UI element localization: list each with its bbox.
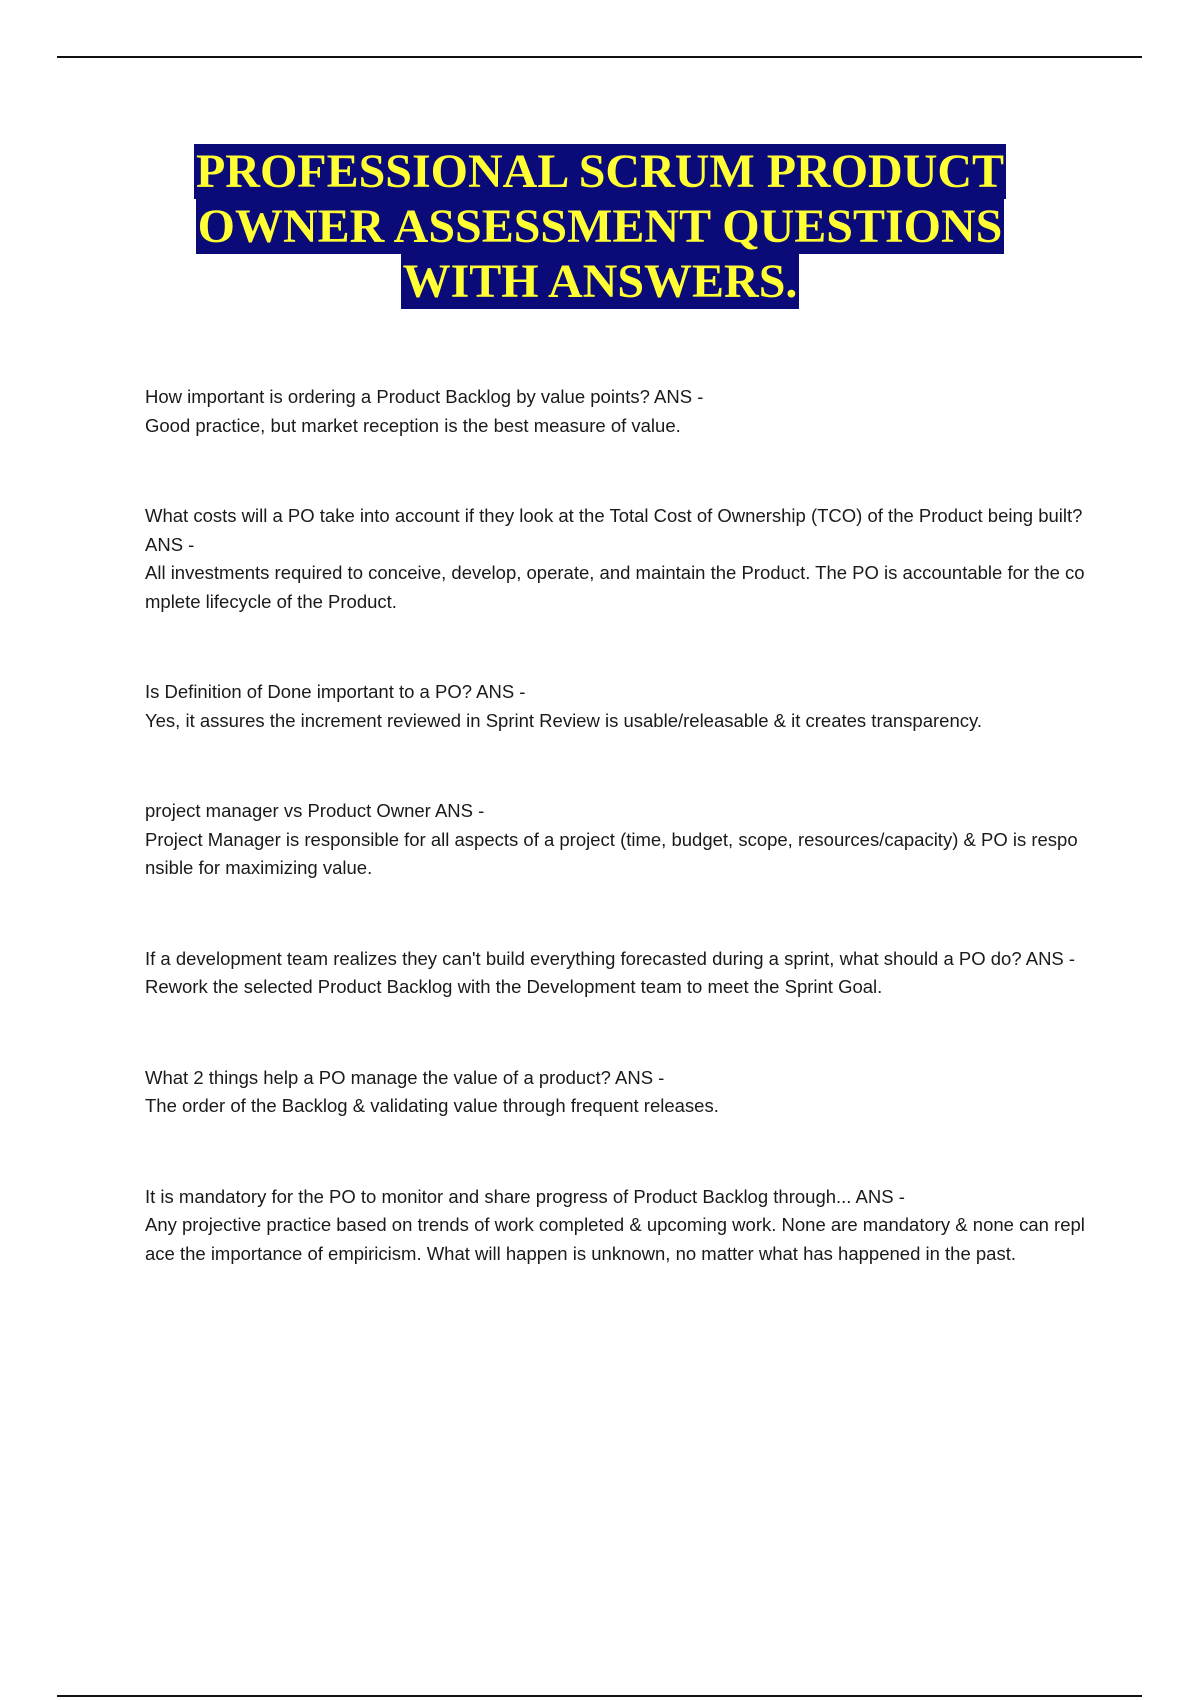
question-text: project manager vs Product Owner ANS - — [145, 800, 485, 821]
qa-item — [145, 1064, 1085, 1121]
qa-item — [145, 1183, 1085, 1269]
title-line-1: PROFESSIONAL SCRUM PRODUCT — [195, 145, 1005, 198]
question-text: What 2 things help a PO manage the value of a product? ANS - — [145, 1066, 665, 1088]
answer-text: All investments required to conceive, develop, operate, and maintain the Product. The PO is accountable for the complete lifecycle of the Product. — [145, 562, 1085, 612]
answer-text: Yes, it assures the increment reviewed in Sprint Review is usable/releasable & it creates transparency. — [145, 709, 983, 731]
bottom-divider — [57, 1695, 1142, 1697]
qa-item — [145, 502, 1085, 616]
qa-list — [145, 383, 1085, 1268]
question-text: Is Definition of Done important to a PO? ANS - — [145, 681, 526, 702]
question-text: It is mandatory for the PO to monitor and share progress of Product Backlog through... ANS - — [145, 1185, 905, 1207]
question-text: How important is ordering a Product Backlog by value points? ANS - — [145, 386, 704, 407]
answer-text: Good practice, but market reception is the best measure of value. — [145, 414, 681, 436]
title-line-2: OWNER ASSESSMENT QUESTIONS — [197, 200, 1003, 253]
qa-item — [145, 945, 1085, 1002]
document-title — [0, 144, 1200, 309]
qa-item — [145, 797, 1085, 883]
answer-text: Any projective practice based on trends of work completed & upcoming work. None are mandatory & none can replace the importance of empiricism. What will happen is unknown, no matter what has happened in the past. — [145, 1214, 1085, 1264]
answer-text: Project Manager is responsible for all aspects of a project (time, budget, scope, resources/capacity) & PO is responsible for maximizing value. — [145, 828, 1078, 878]
answer-text: The order of the Backlog & validating value through frequent releases. — [145, 1095, 719, 1116]
question-text: If a development team realizes they can't build everything forecasted during a sprint, what should a PO do? ANS - — [145, 947, 1076, 969]
answer-text: Rework the selected Product Backlog with the Development team to meet the Sprint Goal. — [145, 976, 883, 997]
qa-item — [145, 678, 1085, 735]
qa-item — [145, 383, 1085, 440]
question-text: What costs will a PO take into account if they look at the Total Cost of Ownership (TCO) of the Product being built? ANS - — [145, 505, 1083, 555]
title-line-3: WITH ANSWERS. — [402, 255, 798, 308]
top-divider — [57, 56, 1142, 58]
